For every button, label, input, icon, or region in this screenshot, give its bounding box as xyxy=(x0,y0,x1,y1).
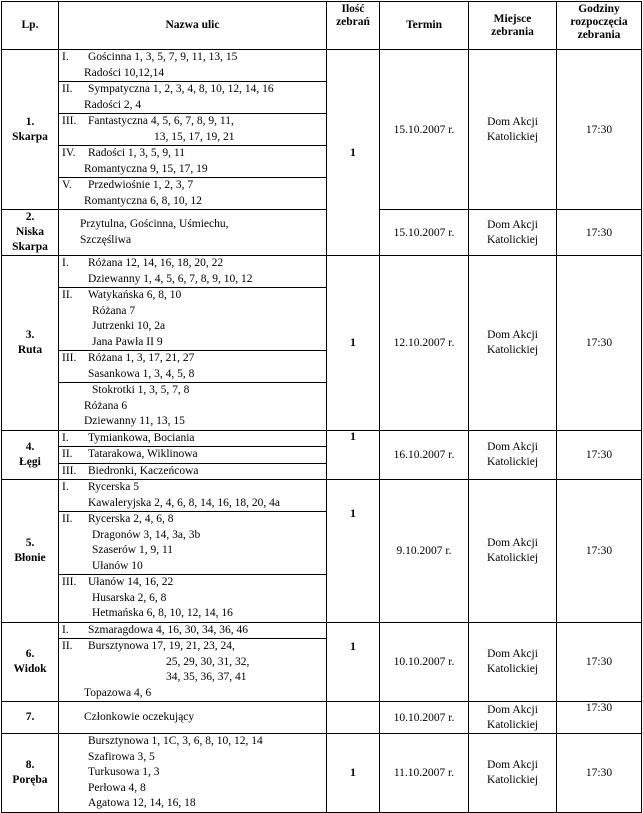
meeting-time: 17:30 xyxy=(557,702,642,734)
header-term: Termin xyxy=(380,2,469,50)
meeting-date: 11.10.2007 r. xyxy=(380,734,469,813)
meeting-time: 17:30 xyxy=(557,622,642,702)
header-streets: Nazwa ulic xyxy=(59,2,327,50)
header-lp: Lp. xyxy=(2,2,59,50)
meeting-time: 17:30 xyxy=(557,734,642,813)
street-group: II. Tatarakowa, Wiklinowa xyxy=(59,447,327,464)
meeting-place: Dom Akcji Katolickiej xyxy=(469,50,557,210)
street-group: Stokrotki 1, 3, 5, 7, 8 Różana 6 Dziewanny 11, 13, 15 xyxy=(59,383,327,431)
meeting-place: Dom Akcji Katolickiej xyxy=(469,256,557,431)
street-group: II. Watykańska 6, 8, 10 Różana 7 Jutrzenki 10, 2a Jana Pawła II 9 xyxy=(59,288,327,351)
street-group: I. Różana 12, 14, 16, 18, 20, 22 Dziewanny 1, 4, 5, 6, 7, 8, 9, 10, 12 xyxy=(59,256,327,288)
street-group: IV. Radości 1, 3, 5, 9, 11 Romantyczna 9, 15, 17, 19 xyxy=(59,146,327,178)
street-group: I. Szmaragdowa 4, 16, 30, 34, 36, 46 xyxy=(59,622,327,639)
district-cell-niska-skarpa: 2. Niska Skarpa xyxy=(2,210,59,256)
meeting-count xyxy=(327,702,380,734)
street-group: I. Gościnna 1, 3, 5, 7, 9, 11, 13, 15 Radości 10,12,14 xyxy=(59,50,327,82)
district-cell-poreba: 8. Poręba xyxy=(2,734,59,813)
header-count: Ilość zebrań xyxy=(327,2,380,50)
district-cell-legi: 4. Łęgi xyxy=(2,430,59,480)
meeting-time: 17:30 xyxy=(557,256,642,431)
table-row xyxy=(2,430,642,447)
street-group: III. Ułanów 14, 16, 22 Husarska 2, 6, 8 Hetmańska 6, 8, 10, 12, 14, 16 xyxy=(59,575,327,623)
meeting-count: 1 xyxy=(327,480,380,623)
street-group: II. Sympatyczna 1, 2, 3, 4, 8, 10, 12, 14, 16 Radości 2, 4 xyxy=(59,82,327,114)
street-group: II. Rycerska 2, 4, 6, 8 Dragonów 3, 14, 3a, 3b Szaserów 1, 9, 11 Ułanów 10 xyxy=(59,512,327,575)
meeting-date: 15.10.2007 r. xyxy=(380,50,469,210)
meeting-time: 17:30 xyxy=(557,210,642,256)
meeting-count: 1 xyxy=(327,50,380,256)
meeting-date: 10.10.2007 r. xyxy=(380,622,469,702)
header-place: Miejsce zebrania xyxy=(469,2,557,50)
meeting-date: 9.10.2007 r. xyxy=(380,480,469,623)
meeting-place: Dom Akcji Katolickiej xyxy=(469,480,557,623)
table-row xyxy=(2,622,642,639)
meeting-time: 17:30 xyxy=(557,430,642,480)
district-cell-ruta: 3. Ruta xyxy=(2,256,59,431)
street-group: Członkowie oczekujący xyxy=(59,702,327,734)
meeting-count: 1 xyxy=(327,256,380,431)
meeting-place: Dom Akcji Katolickiej xyxy=(469,430,557,480)
district-cell-skarpa: 1. Skarpa xyxy=(2,50,59,210)
street-group: III. Fantastyczna 4, 5, 6, 7, 8, 9, 11, 13, 15, 17, 19, 21 xyxy=(59,114,327,146)
street-group: Bursztynowa 1, 1C, 3, 6, 8, 10, 12, 14 Szafirowa 3, 5 Turkusowa 1, 3 Perłowa 4, 8 Agatowa 12, 14, 16, 18 xyxy=(59,734,327,813)
district-cell-7: 7. xyxy=(2,702,59,734)
table-row xyxy=(2,480,642,512)
street-group: I. Rycerska 5 Kawaleryjska 2, 4, 6, 8, 14, 16, 18, 20, 4a xyxy=(59,480,327,512)
meeting-date: 10.10.2007 r. xyxy=(380,702,469,734)
table-row xyxy=(2,50,642,82)
meeting-date: 12.10.2007 r. xyxy=(380,256,469,431)
meeting-count: 1 xyxy=(327,734,380,813)
table-row xyxy=(2,702,642,734)
street-group: I. Tymiankowa, Bociania xyxy=(59,430,327,447)
meeting-time: 17:30 xyxy=(557,480,642,623)
meeting-place: Dom Akcji Katolickiej xyxy=(469,734,557,813)
meeting-place: Dom Akcji Katolickiej xyxy=(469,622,557,702)
table-row xyxy=(2,210,642,256)
street-group: III. Biedronki, Kaczeńcowa xyxy=(59,463,327,480)
district-cell-blonie: 5. Błonie xyxy=(2,480,59,623)
meeting-date: 16.10.2007 r. xyxy=(380,430,469,480)
meeting-count: 1 xyxy=(327,430,380,480)
meeting-count: 1 xyxy=(327,622,380,702)
meeting-place: Dom Akcji Katolickiej xyxy=(469,702,557,734)
street-group: III. Różana 1, 3, 17, 21, 27 Sasankowa 1, 3, 4, 5, 8 xyxy=(59,351,327,383)
street-group: II. Bursztynowa 17, 19, 21, 23, 24, 25, 29, 30, 31, 32, 34, 35, 36, 37, 41 Topazowa 4, 6 xyxy=(59,639,327,702)
table-row xyxy=(2,256,642,288)
header-time: Godziny rozpoczęcia zebrania xyxy=(557,2,642,50)
table-row xyxy=(2,734,642,813)
street-group: V. Przedwiośnie 1, 2, 3, 7 Romantyczna 6, 8, 10, 12 xyxy=(59,178,327,210)
meeting-place: Dom Akcji Katolickiej xyxy=(469,210,557,256)
district-cell-widok: 6. Widok xyxy=(2,622,59,702)
header-row xyxy=(2,2,642,50)
meetings-table xyxy=(1,1,642,813)
street-group: Przytulna, Gościnna, Uśmiechu, Szczęśliwa xyxy=(59,210,327,256)
meeting-time: 17:30 xyxy=(557,50,642,210)
meeting-date: 15.10.2007 r. xyxy=(380,210,469,256)
